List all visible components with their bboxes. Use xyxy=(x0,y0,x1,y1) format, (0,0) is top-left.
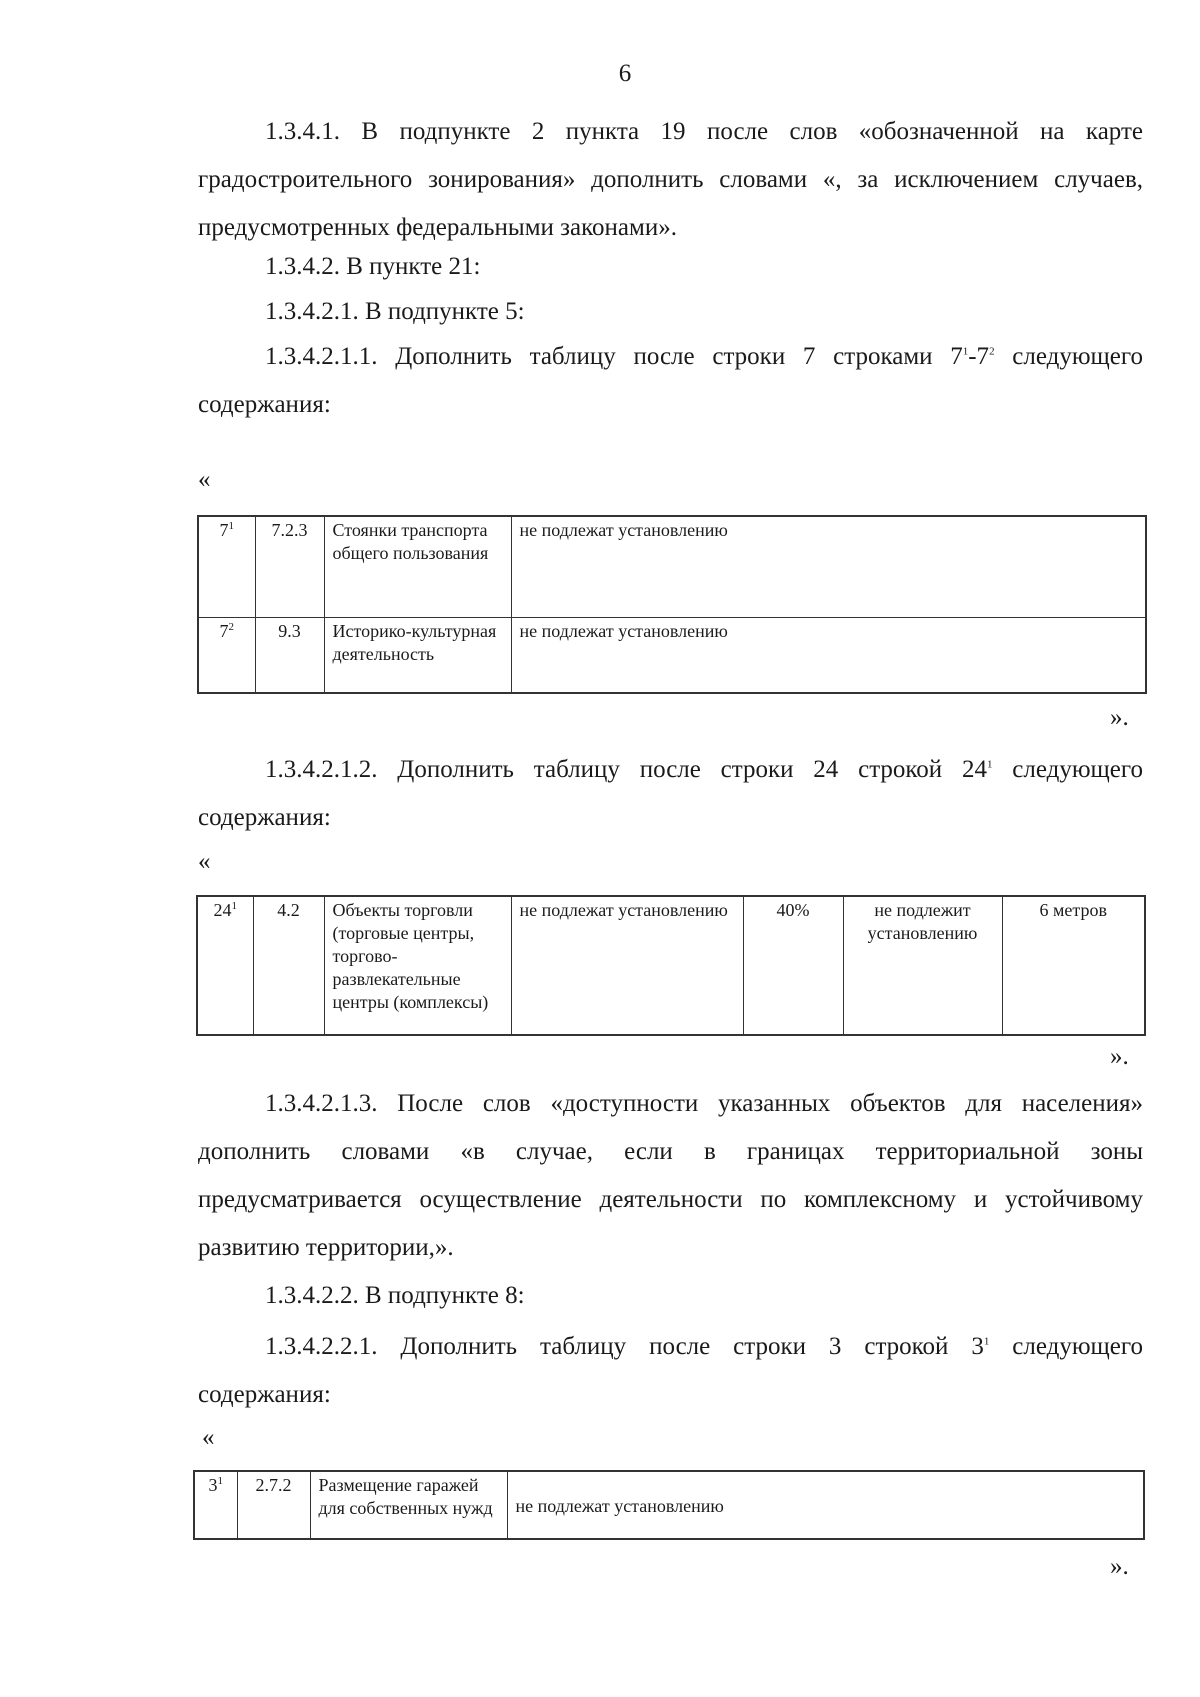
value-cell: не подлежат установлению xyxy=(511,896,743,1035)
paragraph-1-3-4-2-1-1 xyxy=(198,333,1143,429)
paragraph-1-3-4-2-1-3: 1.3.4.2.1.3. После слов «доступности указанных объектов для населения» дополнить словами «в случае, если в границах территориальной зоны предусматривается осуществление деятельности по комплексному и устойчивому развитию территории,». xyxy=(198,1090,1143,1261)
opening-quote: « xyxy=(202,1424,215,1451)
paragraph-text: 1.3.4.2.1.2. Дополнить таблицу после строки 24 строкой 24 xyxy=(265,756,987,783)
table-row xyxy=(198,516,1146,617)
code-cell: 2.7.2 xyxy=(237,1471,310,1539)
value-cell: не подлежит установлению xyxy=(843,896,1002,1035)
paragraph-1-3-4-1: 1.3.4.1. В подпункте 2 пункта 19 после слов «обозначенной на карте градостроительного зонирования» дополнить словами «, за исключением случаев, предусмотренных федеральными законами». xyxy=(198,118,1143,241)
table-row xyxy=(194,1471,1144,1539)
value-cell: не подлежат установлению xyxy=(507,1471,1144,1539)
closing-quote: ». xyxy=(1110,704,1129,731)
paragraph-text: -7 xyxy=(968,343,990,370)
distance-cell: 6 метров xyxy=(1002,896,1145,1035)
closing-quote: ». xyxy=(1110,1043,1129,1070)
name-cell: Размещение гаражей для собственных нужд xyxy=(310,1471,507,1539)
paragraph-1-3-4-2-2-1 xyxy=(198,1323,1143,1419)
value-cell: не подлежат установлению xyxy=(511,617,1146,693)
table-row xyxy=(198,617,1146,693)
code-cell: 4.2 xyxy=(253,896,324,1035)
superscript: 1 xyxy=(983,1335,990,1348)
row-number-cell: $3^1$ xyxy=(194,1471,237,1539)
code-cell: 9.3 xyxy=(255,617,324,693)
paragraph-text: следующего содержания: xyxy=(198,1333,1143,1408)
value-cell: не подлежат установлению xyxy=(511,516,1146,617)
row-number-cell: $24^1$ xyxy=(197,896,253,1035)
name-cell: Объекты торговли (торговые центры, торгово-развлекательные центры (комплексы) xyxy=(324,896,511,1035)
table-row xyxy=(197,896,1145,1035)
paragraph-1-3-4-2-2: 1.3.4.2.2. В подпункте 8: xyxy=(265,1282,525,1309)
insert-table-3 xyxy=(193,1470,1145,1540)
row-number-cell: $7^2$ xyxy=(198,617,255,693)
opening-quote: « xyxy=(198,848,211,875)
superscript: 1 xyxy=(962,345,969,358)
code-cell: 7.2.3 xyxy=(255,516,324,617)
closing-quote: ». xyxy=(1110,1553,1129,1580)
paragraph-text: 1.3.4.2.2.1. Дополнить таблицу после строки 3 строкой 3 xyxy=(265,1333,984,1360)
opening-quote: « xyxy=(198,466,211,493)
paragraph-text: 1.3.4.2.1.1. Дополнить таблицу после строки 7 строками 7 xyxy=(265,343,963,370)
superscript: 1 xyxy=(986,758,993,771)
name-cell: Стоянки транспорта общего пользования xyxy=(324,516,511,617)
paragraph-text: следующего содержания: xyxy=(198,756,1143,831)
page-number: 6 xyxy=(618,60,632,87)
percent-cell: 40% xyxy=(743,896,843,1035)
paragraph-1-3-4-2-1: 1.3.4.2.1. В подпункте 5: xyxy=(265,298,525,325)
insert-table-2 xyxy=(196,895,1146,1036)
superscript: 2 xyxy=(989,345,995,358)
paragraph-1-3-4-2-1-2 xyxy=(198,746,1143,842)
paragraph-text: следующего содержания: xyxy=(198,343,1143,418)
insert-table-1 xyxy=(197,515,1147,694)
name-cell: Историко-культурная деятельность xyxy=(324,617,511,693)
row-number-cell: $7^1$ xyxy=(198,516,255,617)
paragraph-1-3-4-2: 1.3.4.2. В пункте 21: xyxy=(265,253,481,280)
